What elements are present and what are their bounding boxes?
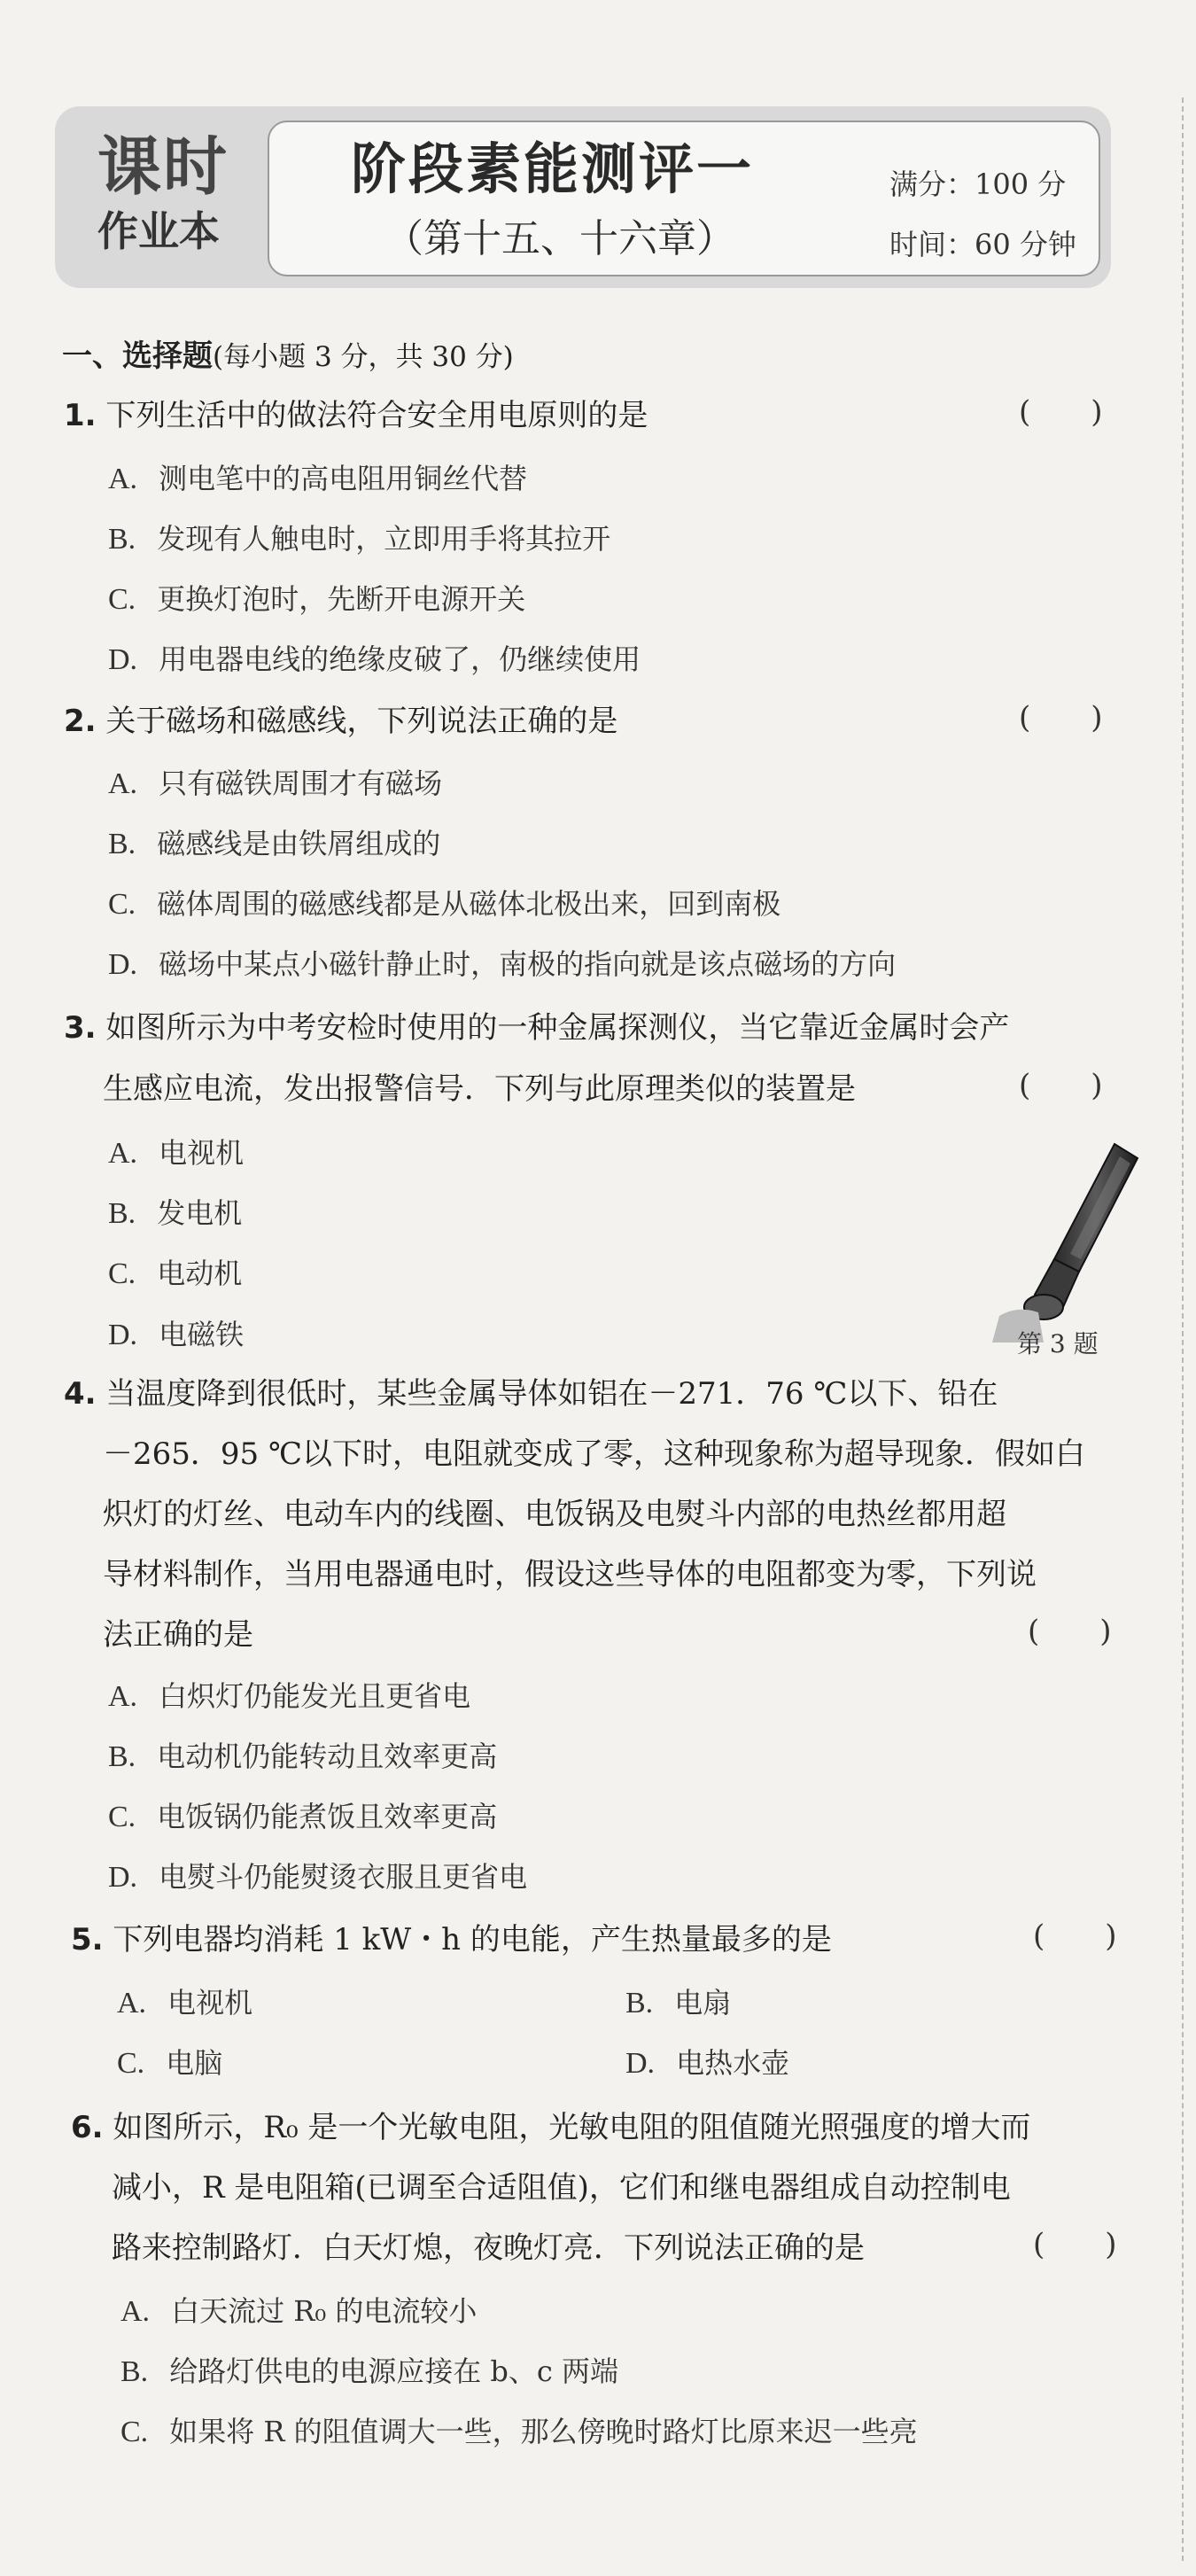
option-text: 电磁铁 <box>159 1318 245 1351</box>
logo-bottom-text: 作业本 <box>97 207 220 255</box>
question-6-stem-line-3: 路来控制路灯．白天灯熄，夜晚灯亮．下列说法正确的是 <box>112 2230 865 2266</box>
question-text: 当温度降到很低时，某些金属导体如铝在－271．76 ℃以下、铅在 <box>105 1376 998 1412</box>
option-text: 发现有人触电时，立即用手将其拉开 <box>157 522 611 556</box>
question-4-stem-line-5: 法正确的是 <box>103 1617 253 1653</box>
option-letter: A. <box>108 1680 138 1713</box>
option-letter: B. <box>625 1987 654 2020</box>
option-c <box>120 2417 918 2448</box>
logo-top-text: 课时 <box>97 129 229 204</box>
option-a <box>117 1988 252 2019</box>
option-text: 白天流过 R₀ 的电流较小 <box>171 2294 478 2328</box>
option-letter: C. <box>108 1257 136 1290</box>
question-3-stem-line-2: 生感应电流，发出报警信号．下列与此原理类似的装置是 <box>103 1071 856 1107</box>
option-d <box>108 1860 528 1894</box>
option-letter: A. <box>108 1137 138 1170</box>
option-d <box>108 1320 244 1350</box>
option-text: 电脑 <box>166 2046 223 2080</box>
option-letter: D. <box>625 2047 656 2080</box>
option-b <box>108 829 440 860</box>
option-text: 磁体周围的磁感线都是从磁体北极出来，回到南极 <box>157 887 781 921</box>
option-text: 电饭锅仍能煮饭且效率更高 <box>157 1800 498 1833</box>
option-b <box>108 1739 498 1773</box>
answer-blank: ( ) <box>1028 1614 1112 1649</box>
option-d <box>108 947 897 981</box>
question-4-stem-line-2: －265．95 ℃以下时，电阻就变成了零，这种现象称为超导现象．假如白 <box>103 1436 1085 1472</box>
option-letter: C. <box>120 2416 149 2448</box>
margin-dashed-line <box>1182 97 1184 2561</box>
answer-blank: ( ) <box>1033 2227 1117 2262</box>
title-box <box>268 121 1100 276</box>
question-number: 4. <box>64 1376 97 1412</box>
option-d <box>108 642 641 676</box>
option-text: 电动机 <box>157 1257 243 1290</box>
answer-blank: ( ) <box>1019 700 1103 735</box>
answer-blank: ( ) <box>1019 394 1103 430</box>
option-letter: B. <box>108 828 136 860</box>
option-text: 给路灯供电的电源应接在 b、c 两端 <box>169 2354 618 2388</box>
question-text: 关于磁场和磁感线，下列说法正确的是 <box>105 704 618 739</box>
option-text: 磁感线是由铁屑组成的 <box>157 827 441 860</box>
option-text: 用电器电线的绝缘皮破了，仍继续使用 <box>159 642 641 676</box>
option-text: 如果将 R 的阻值调大一些，那么傍晚时路灯比原来迟一些亮 <box>169 2415 918 2448</box>
option-text: 电熨斗仍能熨烫衣服且更省电 <box>159 1860 528 1894</box>
option-text: 只有磁铁周围才有磁场 <box>159 767 443 800</box>
section-title-text: 一、选择题 <box>62 339 213 374</box>
figure-caption: 第 3 题 <box>1017 1329 1099 1358</box>
option-a <box>108 1136 245 1170</box>
logo <box>94 129 280 271</box>
option-a <box>108 464 527 494</box>
option-letter: C. <box>117 2047 145 2080</box>
option-text: 电动机仍能转动且效率更高 <box>157 1739 498 1773</box>
question-4-stem <box>64 1376 998 1412</box>
question-4-stem-line-4: 导材料制作，当用电器通电时，假设这些导体的电阻都变为零，下列说 <box>103 1557 1037 1592</box>
option-text: 电热水壶 <box>676 2046 790 2080</box>
question-text: 如图所示，R₀ 是一个光敏电阻，光敏电阻的阻值随光照强度的增大而 <box>113 2110 1031 2145</box>
option-letter: B. <box>108 523 136 556</box>
option-letter: B. <box>108 1197 136 1230</box>
option-text: 电视机 <box>159 1136 245 1170</box>
option-letter: C. <box>108 583 136 616</box>
option-a <box>108 769 442 799</box>
option-text: 更换灯泡时，先断开电源开关 <box>157 582 526 616</box>
option-letter: D. <box>108 1319 138 1351</box>
option-letter: D. <box>108 948 138 981</box>
option-b <box>120 2354 618 2388</box>
option-b <box>625 1988 731 2019</box>
option-text: 白炽灯仍能发光且更省电 <box>159 1679 471 1713</box>
option-b <box>108 1196 243 1230</box>
question-number: 2. <box>64 704 97 739</box>
question-2-stem <box>64 704 618 739</box>
question-number: 1. <box>64 398 97 433</box>
question-text: 下列电器均消耗 1 kW・h 的电能，产生热量最多的是 <box>113 1922 832 1957</box>
option-text: 电扇 <box>674 1986 732 2020</box>
question-5-stem <box>71 1922 832 1957</box>
option-letter: D. <box>108 1861 138 1894</box>
section-note: (每小题 3 分，共 30 分) <box>213 341 514 373</box>
section-title <box>62 339 514 374</box>
option-letter: A. <box>117 1987 147 2020</box>
option-letter: A. <box>108 463 138 495</box>
option-letter: D. <box>108 643 138 676</box>
question-6-stem <box>71 2110 1031 2145</box>
option-letter: B. <box>108 1740 136 1773</box>
question-text: 如图所示为中考安检时使用的一种金属探测仪，当它靠近金属时会产 <box>105 1010 1010 1046</box>
question-1-stem <box>64 398 648 433</box>
question-4-stem-line-3: 炽灯的灯丝、电动车内的线圈、电饭锅及电熨斗内部的电热丝都用超 <box>103 1497 1006 1532</box>
question-number: 5. <box>71 1922 104 1957</box>
option-c <box>117 2046 223 2080</box>
option-c <box>108 887 781 921</box>
question-number: 3. <box>64 1010 97 1046</box>
metal-detector-figure <box>982 1125 1141 1356</box>
option-text: 发电机 <box>157 1196 243 1230</box>
option-text: 电视机 <box>167 1986 253 2020</box>
answer-blank: ( ) <box>1033 1918 1117 1954</box>
option-c <box>108 582 526 616</box>
option-c <box>108 1802 497 1833</box>
option-letter: A. <box>120 2295 151 2328</box>
option-d <box>625 2046 790 2080</box>
score-info <box>889 154 1076 275</box>
option-letter: C. <box>108 888 136 921</box>
question-text: 下列生活中的做法符合安全用电原则的是 <box>105 398 648 433</box>
option-c <box>108 1259 242 1289</box>
question-number: 6. <box>71 2110 104 2145</box>
option-text: 磁场中某点小磁针静止时，南极的指向就是该点磁场的方向 <box>159 947 897 981</box>
page-title: 阶段素能测评一 <box>351 136 755 201</box>
full-score: 满分：100 分 <box>889 167 1067 201</box>
answer-blank: ( ) <box>1019 1068 1103 1103</box>
option-text: 测电笔中的高电阻用铜丝代替 <box>159 462 528 495</box>
option-b <box>108 522 611 556</box>
time-limit: 时间：60 分钟 <box>889 228 1076 261</box>
option-letter: A. <box>108 767 138 800</box>
question-3-stem <box>64 1010 1010 1046</box>
option-letter: B. <box>120 2355 149 2388</box>
question-6-stem-line-2: 减小，R 是电阻箱(已调至合适阻值)，它们和继电器组成自动控制电 <box>112 2170 1011 2206</box>
option-a <box>120 2294 478 2328</box>
page-subtitle: （第十五、十六章） <box>384 216 735 261</box>
header-banner <box>55 106 1111 288</box>
option-a <box>108 1679 471 1713</box>
option-letter: C. <box>108 1801 136 1833</box>
